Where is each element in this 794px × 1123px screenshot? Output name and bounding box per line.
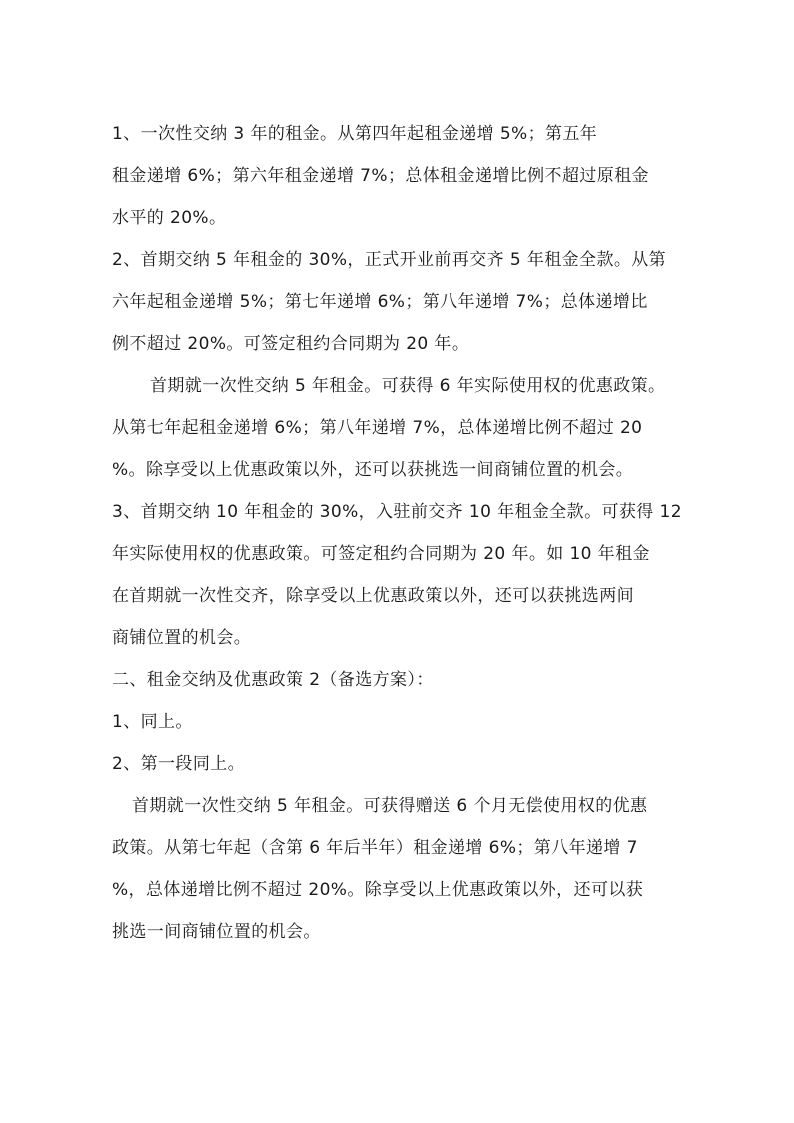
text-line: 六年起租金递增 5%；第七年递增 6%；第八年递增 7%；总体递增比 xyxy=(112,292,648,312)
text-line: 租金递增 6%；第六年租金递增 7%；总体租金递增比例不超过原租金 xyxy=(112,166,649,186)
text-line: 在首期就一次性交齐，除享受以上优惠政策以外，还可以获挑选两间 xyxy=(112,586,634,606)
text-line: 挑选一间商铺位置的机会。 xyxy=(112,922,321,942)
text-line: 年实际使用权的优惠政策。可签定租约合同期为 20 年。如 10 年租金 xyxy=(112,544,650,564)
text-line: 首期就一次性交纳 5 年租金。可获得 6 年实际使用权的优惠政策。 xyxy=(150,376,666,396)
text-line: 商铺位置的机会。 xyxy=(112,628,252,648)
text-line: 从第七年起租金递增 6%；第八年递增 7%，总体递增比例不超过 20 xyxy=(112,418,643,438)
text-line: 例不超过 20%。可签定租约合同期为 20 年。 xyxy=(112,334,470,354)
text-line: 2、第一段同上。 xyxy=(112,754,246,774)
text-line: %。除享受以上优惠政策以外，还可以获挑选一间商铺位置的机会。 xyxy=(112,460,634,480)
text-line: 政策。从第七年起（含第 6 年后半年）租金递增 6%；第八年递增 7 xyxy=(112,838,638,858)
text-line: 首期就一次性交纳 5 年租金。可获得赠送 6 个月无偿使用权的优惠 xyxy=(132,796,648,816)
text-line: 2、首期交纳 5 年租金的 30%，正式开业前再交齐 5 年租金全款。从第 xyxy=(112,250,667,270)
text-line: 1、同上。 xyxy=(112,712,193,732)
section-heading: 二、租金交纳及优惠政策 2（备选方案）： xyxy=(112,670,434,690)
text-line: 3、首期交纳 10 年租金的 30%，入驻前交齐 10 年租金全款。可获得 12 xyxy=(112,502,682,522)
text-line: 1、一次性交纳 3 年的租金。从第四年起租金递增 5%；第五年 xyxy=(112,124,598,144)
text-line: %，总体递增比例不超过 20%。除享受以上优惠政策以外，还可以获 xyxy=(112,880,644,900)
text-line: 水平的 20%。 xyxy=(112,208,227,228)
